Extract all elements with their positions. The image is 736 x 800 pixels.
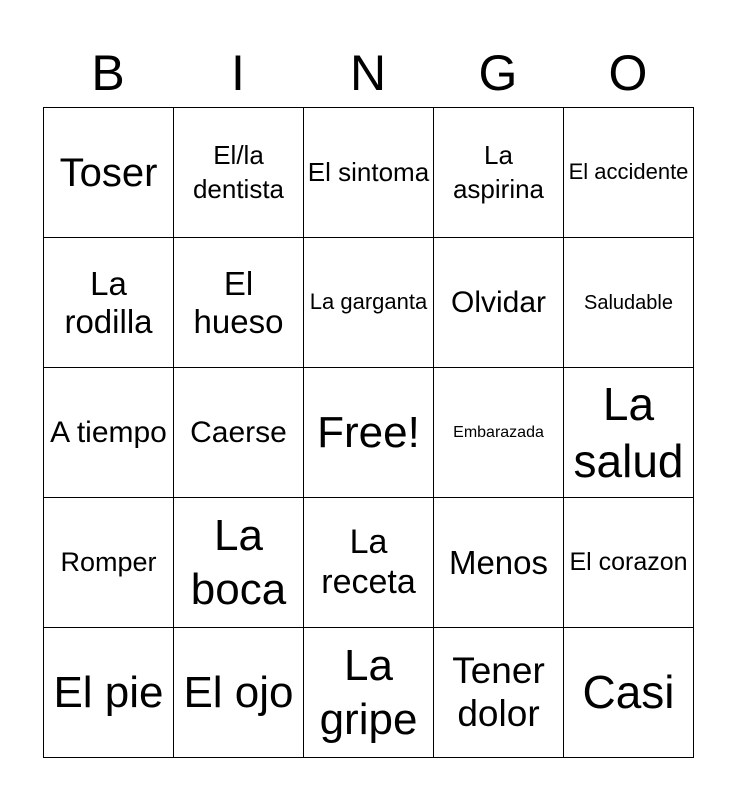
free-space-cell[interactable] xyxy=(304,368,434,498)
bingo-cell[interactable] xyxy=(564,628,694,758)
bingo-cell[interactable] xyxy=(564,498,694,628)
cell-label: Casi xyxy=(582,666,675,719)
cell-label: Free! xyxy=(317,407,420,457)
cell-label: Olvidar xyxy=(450,285,547,319)
bingo-cell[interactable] xyxy=(44,238,174,368)
cell-label: Embarazada xyxy=(453,423,544,441)
bingo-cell[interactable] xyxy=(44,108,174,238)
bingo-cell[interactable] xyxy=(44,628,174,758)
cell-label: Toser xyxy=(59,150,158,195)
bingo-cell[interactable] xyxy=(434,498,564,628)
cell-label: El hueso xyxy=(193,264,284,340)
bingo-cell[interactable] xyxy=(304,108,434,238)
bingo-cell[interactable] xyxy=(434,108,564,238)
bingo-cell[interactable] xyxy=(434,238,564,368)
cell-label: El/la dentista xyxy=(192,139,285,204)
cell-label: A tiempo xyxy=(50,415,167,449)
bingo-cell[interactable] xyxy=(304,628,434,758)
cell-label: El accidente xyxy=(568,159,689,185)
header-letter-n: N xyxy=(349,45,387,101)
bingo-cell[interactable] xyxy=(174,498,304,628)
cell-label: La receta xyxy=(321,523,416,601)
cell-label: Saludable xyxy=(584,291,673,314)
header-letter-g: G xyxy=(478,45,518,101)
bingo-cell[interactable] xyxy=(564,238,694,368)
bingo-cell[interactable] xyxy=(434,368,564,498)
cell-label: Romper xyxy=(60,546,157,577)
header-letter-o: O xyxy=(608,45,648,101)
cell-label: La garganta xyxy=(309,289,428,315)
bingo-cell[interactable] xyxy=(44,498,174,628)
cell-label: Caerse xyxy=(190,415,287,449)
cell-label: El sintoma xyxy=(307,156,430,187)
cell-label: Tener dolor xyxy=(452,649,545,734)
cell-label: El ojo xyxy=(183,667,294,717)
bingo-header xyxy=(43,38,693,108)
bingo-cell[interactable] xyxy=(174,238,304,368)
cell-label: La gripe xyxy=(319,640,418,744)
cell-label: El pie xyxy=(53,667,164,717)
bingo-cell[interactable] xyxy=(304,238,434,368)
bingo-cell[interactable] xyxy=(174,368,304,498)
cell-label: La aspirina xyxy=(452,139,545,204)
cell-label: La salud xyxy=(573,378,684,487)
header-letter-b: B xyxy=(91,45,125,101)
bingo-cell[interactable] xyxy=(174,108,304,238)
bingo-cell[interactable] xyxy=(304,498,434,628)
cell-label: El corazon xyxy=(569,548,688,577)
bingo-board xyxy=(43,107,694,758)
header-letter-i: I xyxy=(231,45,245,101)
bingo-cell[interactable] xyxy=(174,628,304,758)
cell-label: La boca xyxy=(190,510,287,614)
bingo-cell[interactable] xyxy=(564,368,694,498)
cell-label: Menos xyxy=(448,543,549,581)
cell-label: La rodilla xyxy=(64,264,153,340)
bingo-cell[interactable] xyxy=(434,628,564,758)
bingo-cell[interactable] xyxy=(564,108,694,238)
bingo-cell[interactable] xyxy=(44,368,174,498)
